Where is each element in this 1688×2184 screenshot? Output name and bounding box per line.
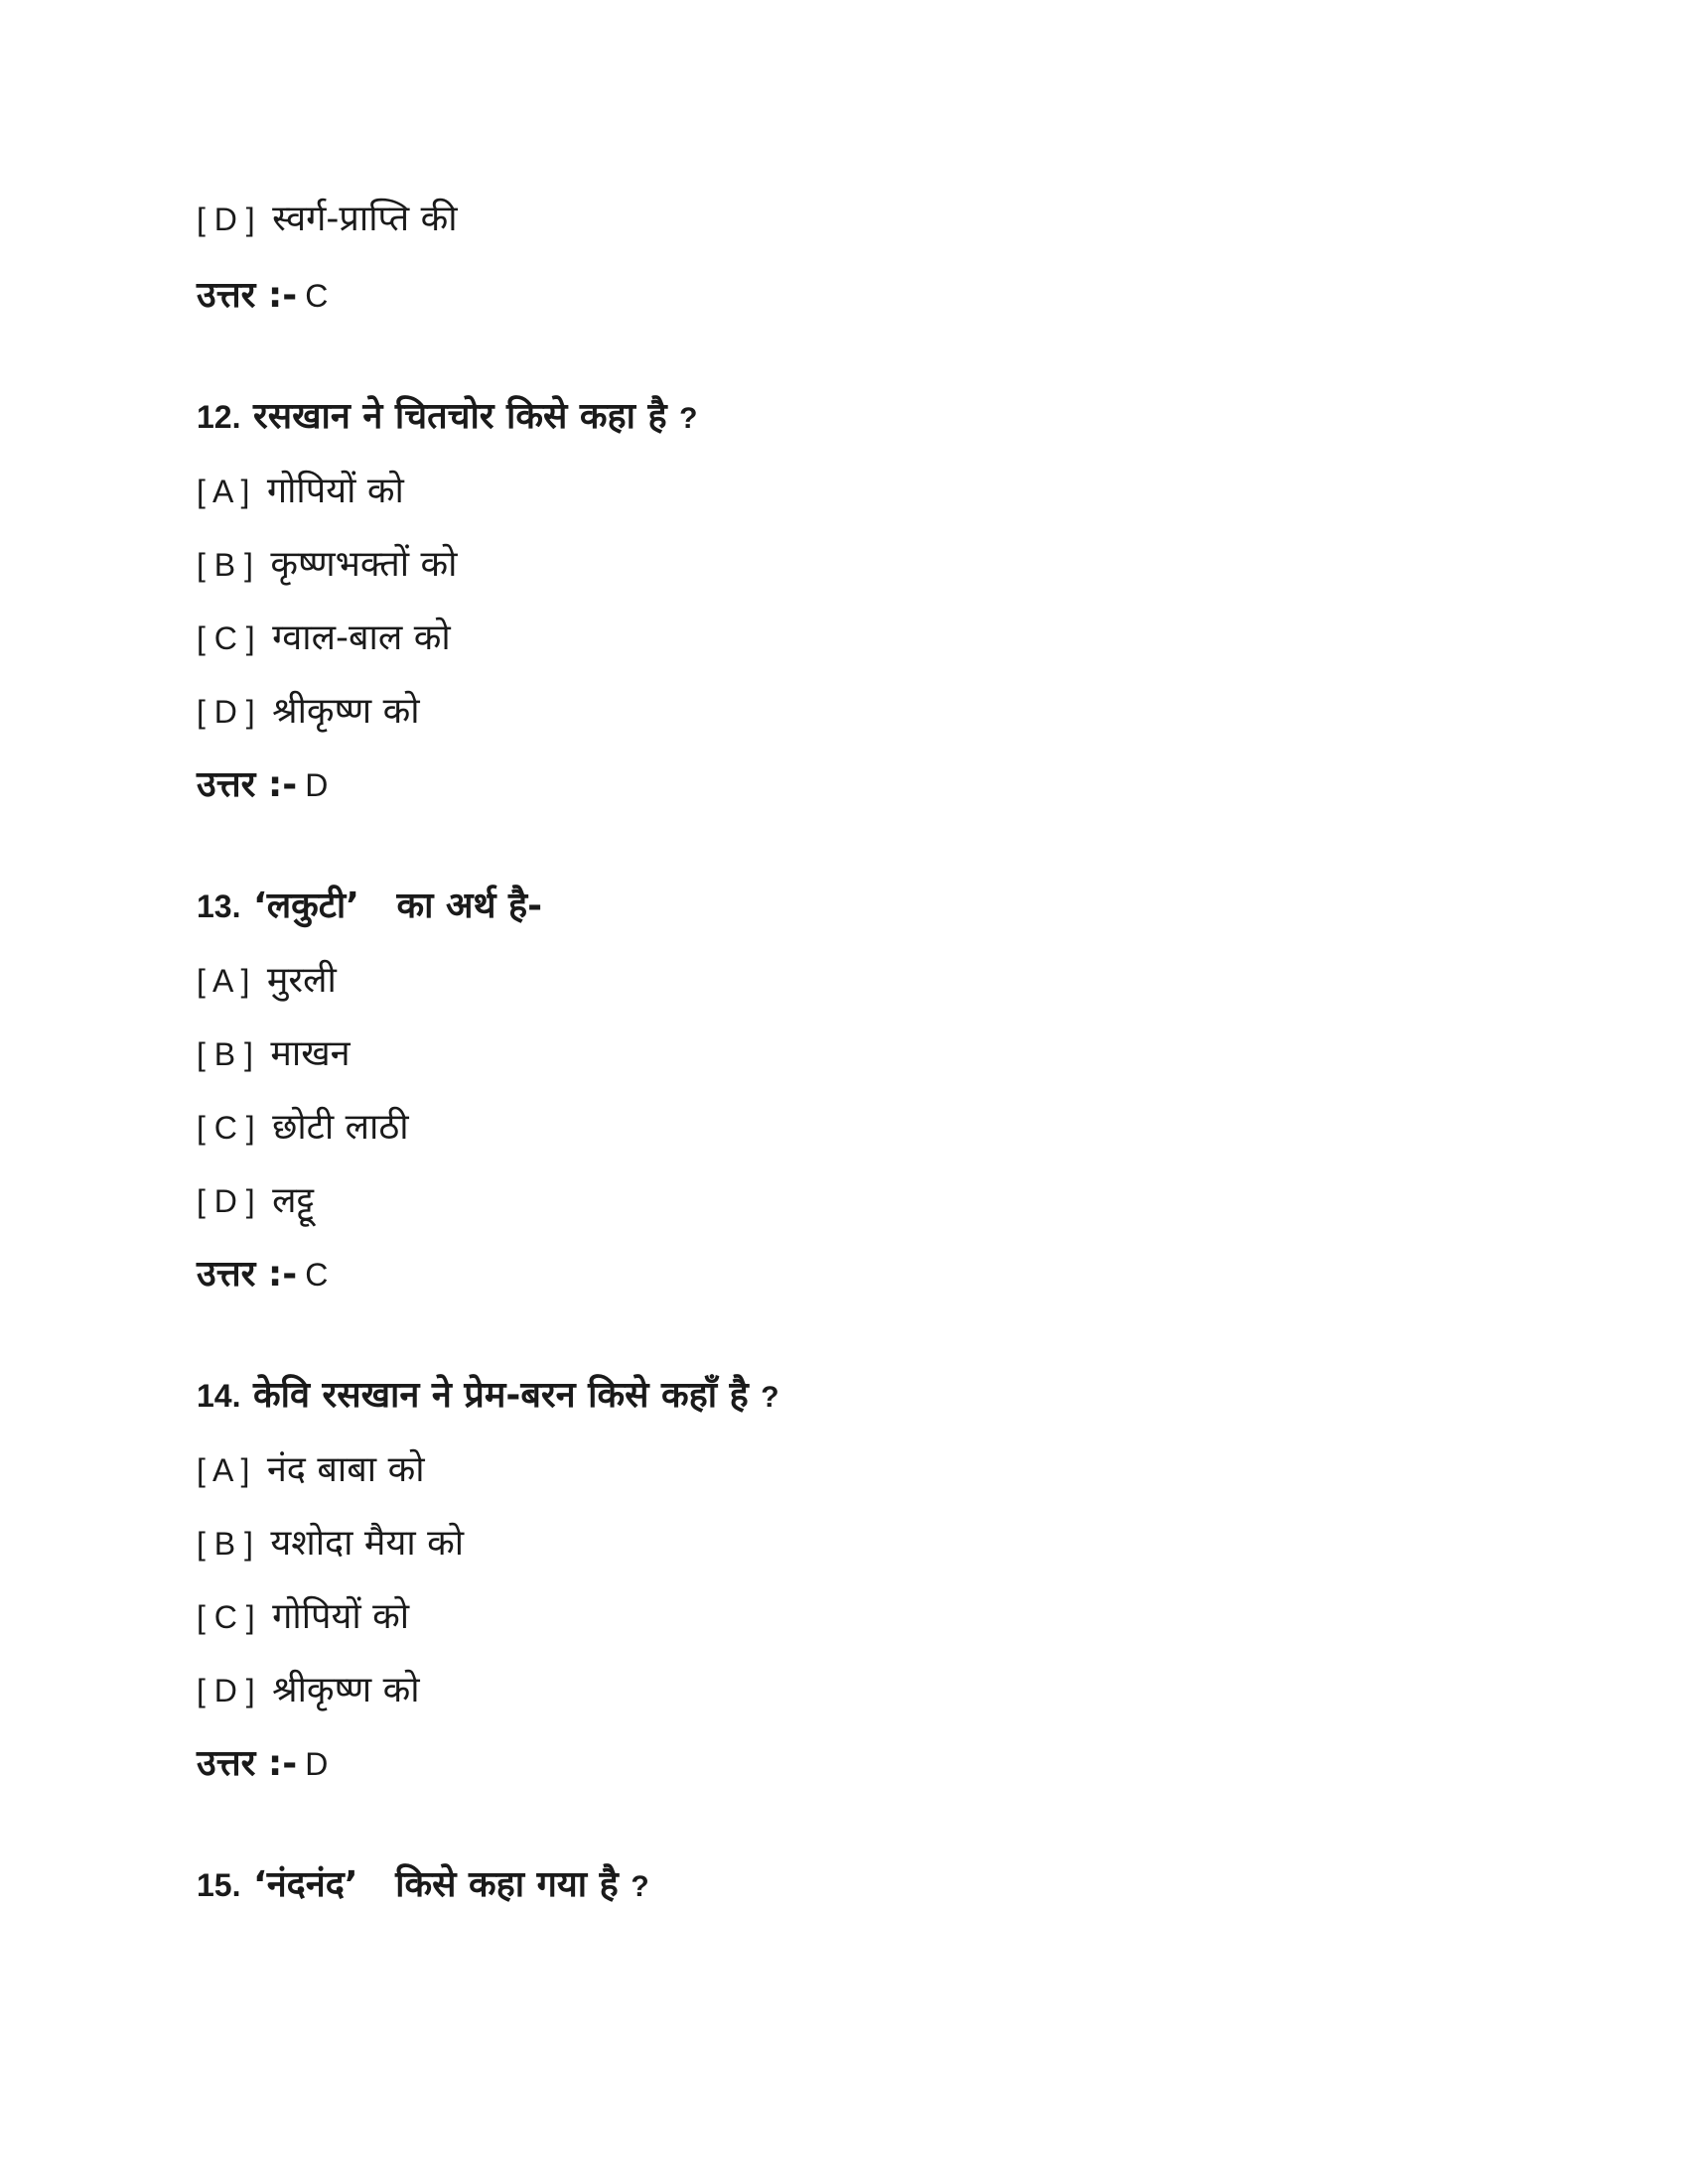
answer-value: C: [305, 1257, 329, 1293]
option-tag: [ A ]: [197, 474, 250, 509]
option-text: कृष्णभक्तों को: [270, 544, 458, 585]
q14-option-c: [197, 1597, 409, 1637]
question-text: केवि रसखान ने प्रेम-बरन किसे कहाँ है: [253, 1375, 749, 1416]
q15-question: [197, 1865, 649, 1907]
question-mark: ?: [679, 402, 698, 435]
q13-option-a: [197, 961, 337, 1001]
q13-option-c: [197, 1108, 409, 1148]
q12-option-c: [197, 618, 451, 658]
q11-answer: [197, 276, 328, 316]
q11-option-d: [197, 200, 458, 239]
q12-answer: [197, 765, 328, 805]
answer-label: उत्तर :-: [197, 764, 298, 805]
option-text: यशोदा मैया को: [270, 1523, 465, 1564]
question-text: ‘नंदनंद’ किसे कहा गया है: [253, 1864, 619, 1905]
option-tag: [ D ]: [197, 1183, 255, 1219]
option-tag: [ B ]: [197, 547, 253, 583]
answer-label: उत्तर :-: [197, 1254, 298, 1295]
question-number: 12.: [197, 399, 241, 435]
option-text: गोपियों को: [272, 1596, 410, 1637]
option-text: लट्टू: [272, 1180, 315, 1221]
option-tag: [ B ]: [197, 1036, 253, 1072]
option-text: मुरली: [266, 960, 337, 1001]
question-mark: ?: [761, 1381, 779, 1414]
option-tag: [ D ]: [197, 1673, 255, 1708]
answer-value: D: [305, 1746, 329, 1782]
option-tag: [ D ]: [197, 202, 255, 237]
option-tag: [ C ]: [197, 620, 255, 656]
option-text: गोपियों को: [266, 471, 404, 511]
q14-option-d: [197, 1671, 420, 1710]
question-text: ‘लकुटी’ का अर्थ है-: [253, 886, 543, 926]
q12-option-b: [197, 545, 458, 585]
answer-value: C: [305, 278, 329, 314]
option-text: छोटी लाठी: [272, 1107, 409, 1148]
answer-label: उत्तर :-: [197, 1743, 298, 1784]
question-number: 13.: [197, 888, 241, 924]
q13-question: [197, 887, 542, 926]
question-mark: ?: [631, 1870, 649, 1903]
option-text: नंद बाबा को: [266, 1449, 425, 1490]
q14-option-a: [197, 1450, 425, 1490]
option-tag: [ C ]: [197, 1599, 255, 1635]
q14-question: [197, 1376, 779, 1418]
q12-option-a: [197, 472, 404, 511]
q13-option-d: [197, 1181, 314, 1221]
q13-option-b: [197, 1034, 351, 1074]
option-tag: [ C ]: [197, 1110, 255, 1146]
option-text: स्वर्ग-प्राप्ति की: [272, 199, 458, 239]
option-text: श्रीकृष्ण को: [272, 691, 420, 732]
option-tag: [ A ]: [197, 963, 250, 999]
answer-label: उत्तर :-: [197, 275, 298, 316]
q14-option-b: [197, 1524, 464, 1564]
q13-answer: [197, 1255, 328, 1295]
option-tag: [ A ]: [197, 1452, 250, 1488]
question-number: 14.: [197, 1378, 241, 1414]
option-text: माखन: [270, 1033, 351, 1074]
option-tag: [ B ]: [197, 1526, 253, 1562]
q12-option-d: [197, 692, 420, 732]
q12-question: [197, 397, 698, 439]
option-tag: [ D ]: [197, 694, 255, 730]
q14-answer: [197, 1744, 328, 1784]
option-text: ग्वाल-बाल को: [272, 617, 451, 658]
question-text: रसखान ने चितचोर किसे कहा है: [253, 396, 667, 437]
question-number: 15.: [197, 1867, 241, 1903]
answer-value: D: [305, 767, 329, 803]
option-text: श्रीकृष्ण को: [272, 1670, 420, 1710]
